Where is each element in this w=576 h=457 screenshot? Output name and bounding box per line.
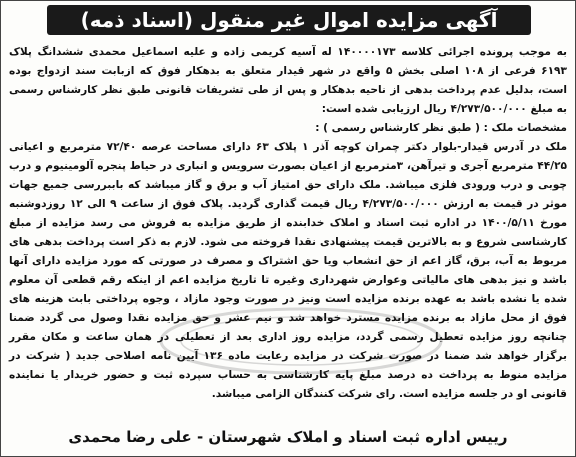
notice-body	[9, 43, 567, 404]
property-specs-heading: مشخصات ملک : ( طبق نظر کارشناس رسمی ) :	[315, 122, 567, 134]
signature-line: رییس اداره ثبت اسناد و املاک شهرستان - علی رضا محمدی	[68, 428, 508, 446]
notice-title: آگهی مزایده اموال غیر منقول (اسناد ذمه)	[47, 5, 532, 35]
title-bar	[1, 1, 576, 39]
notice-paragraph-details: ملک در آدرس قیدار-بلوار دکتر چمران کوچه آذر ۱ پلاک ۶۳ دارای مساحت عرصه ۷۲/۴۰ مترمربع و اعیانی ۴۴/۲۵ مترمربع آجری و تیرآهن، ۳مترمربع از اعیان بصورت سرویس و انباری در حیاط پنجره آلومینیوم و درب چوبی و درب ورودی فلزی میباشد. ملک دارای حق امتیاز آب و برق و گاز میباشد که باببررسی جمیع جهات موثر در قیمت به ارزش ۴/۲۷۳/۵۰۰/۰۰۰ ریال قیمت گذاری گردید. پلاک فوق از ساعت ۹ الی ۱۲ روزدوشنبه مورخ ۱۴۰۰/۵/۱۱ در اداره ثبت اسناد و املاک خدابنده از طریق مزایده به فروش می رسد مزایده از مبلغ کارشناسی شروع و به بالاترین قیمت پیشنهادی نقدا فروخته می شود. لازم به ذکر است پرداخت بدهی های مربوط به آب، برق، گاز اعم از حق انشعاب ویا حق اشتراک و مصرف در صورتی که مورد مزایده دارای آنها باشد و نیز بدهی های مالیاتی وعوارض شهرداری وغیره تا تاریخ مزایده اعم از اینکه رقم قطعی آن معلوم شده یا نشده باشد به عهده برنده مزایده است ونیز در صورت وجود مازاد ، وجوه پرداختی بابت هزینه های فوق از محل مازاد به برنده مزایده مسترد خواهد شد و نیم عشر و حق مزایده نقدا وصول می گردد ضمنا چنانچه روز مزایده تعطیل رسمی گردد، مزایده روز اداری بعد از تعطیلی در همان ساعت و مکان مقرر برگزار خواهد شد ضمنا در صورت شرکت در مزایده رعایت ماده ۱۳۶ آیین نامه اصلاحی جدید ( شرکت در مزایده منوط به پرداخت ده درصد مبلغ پایه کارشناسی به حساب سپرده ثبت و حضور خریدار یا نماینده قانونی او در جلسه مزایده است. رای شرکت کنندگان الزامی میباشد.	[9, 141, 568, 400]
notice-paragraph-intro: به موجب پرونده اجرائی کلاسه ۱۴۰۰۰۰۱۷۳ له آسیه کریمی زاده و علیه اسماعیل محمدی ششدانگ پلاک ۶۱۹۳ فرعی از ۱۰۸ اصلی بخش ۵ واقع در شهر قیدار متعلق به بدهکار فوق که ازبابت سند ازدواج بوده است، بدلیل عدم پرداخت بدهی از ناحیه بدهکار و پس از طی تشریفات قانونی طبق نظر کارشناس رسمی به مبلغ ۴/۲۷۳/۵۰۰/۰۰۰ ریال ارزیابی شده است:	[9, 46, 567, 115]
